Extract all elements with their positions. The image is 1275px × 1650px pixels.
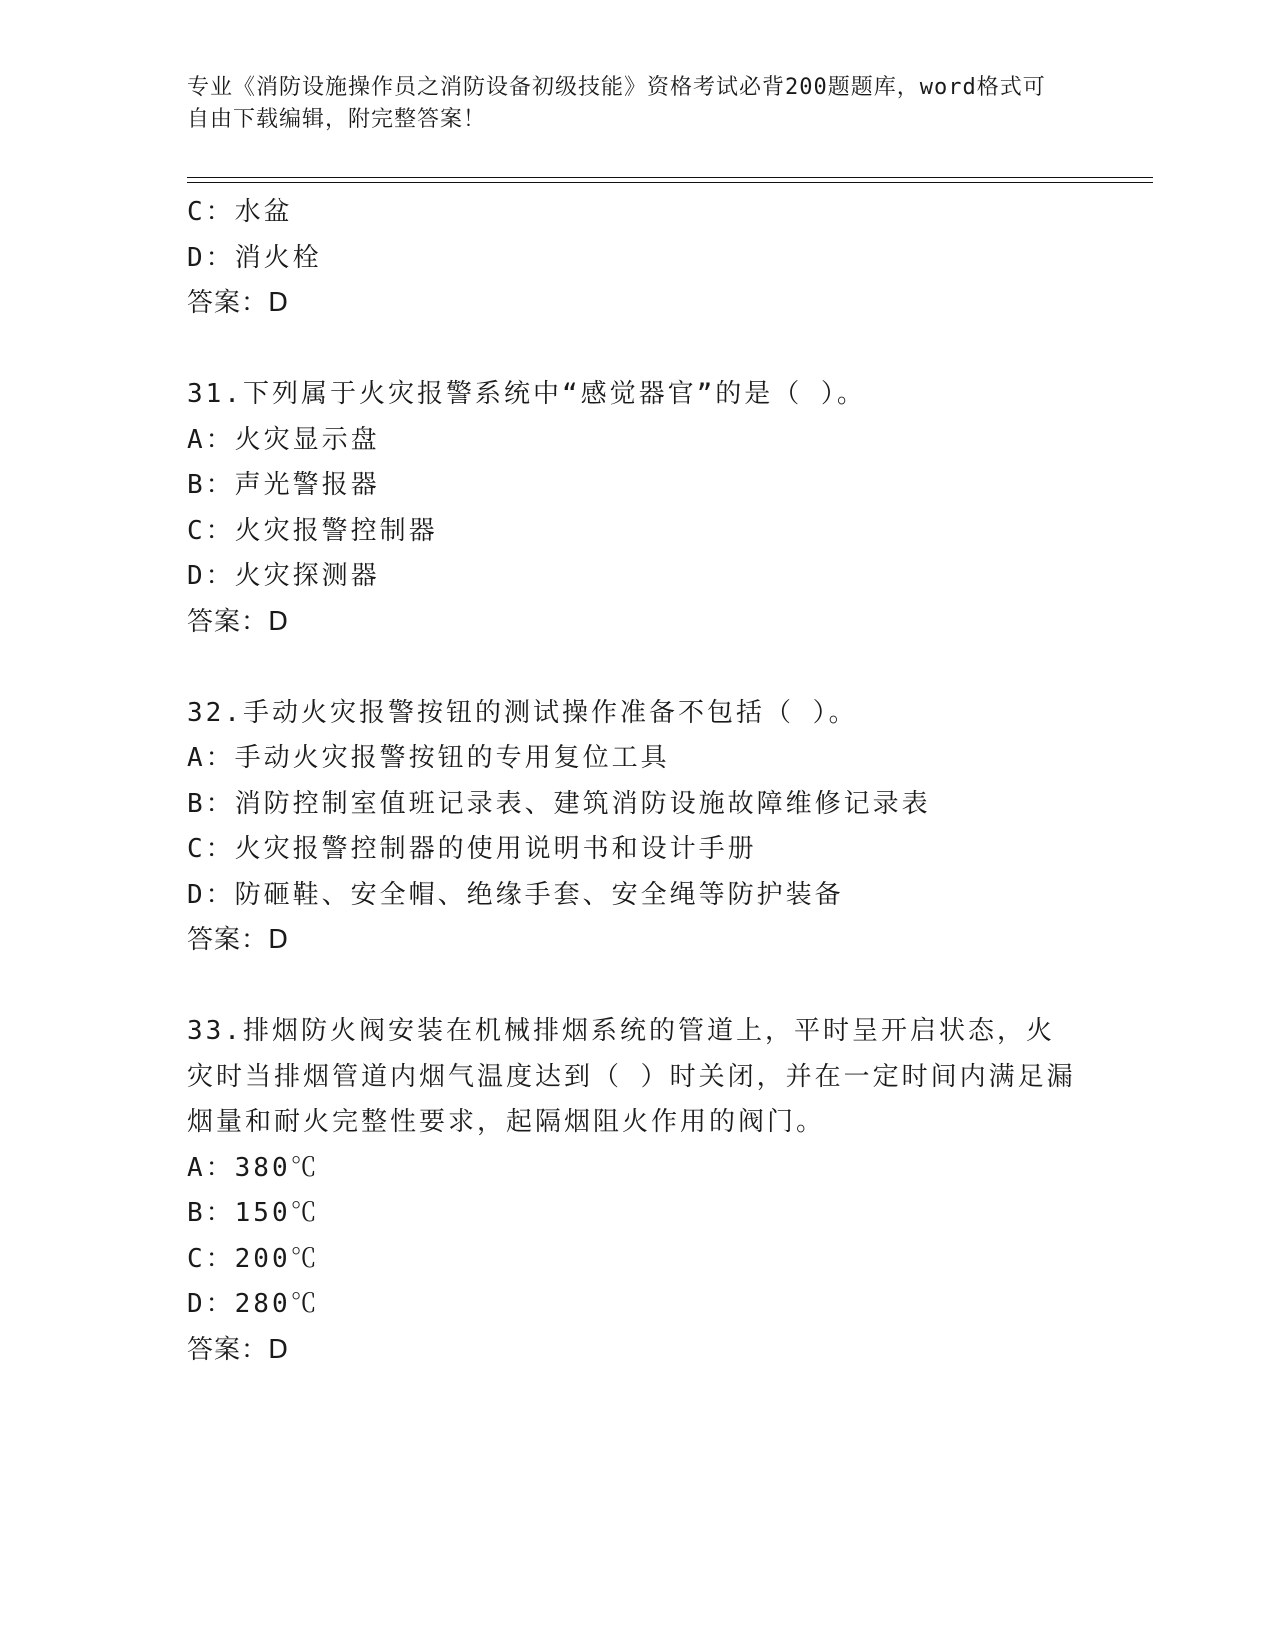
option-label: D：	[187, 1289, 235, 1319]
option-c	[187, 509, 1087, 555]
option-d	[187, 554, 1087, 600]
option-text: 水盆	[234, 197, 293, 227]
option-b	[187, 1191, 1087, 1237]
option-text: 火灾报警控制器	[234, 515, 438, 546]
option-label: C：	[187, 834, 235, 864]
option-d	[187, 873, 1087, 919]
option-text: 150℃	[234, 1198, 320, 1228]
answer-line: 答案：D	[187, 1334, 290, 1365]
option-text: 火灾报警控制器的使用说明书和设计手册	[234, 834, 757, 864]
option-text: 防砸鞋、安全帽、绝缘手套、安全绳等防护装备	[234, 879, 844, 910]
option-text: 火灾显示盘	[234, 424, 380, 455]
option-label: A：	[187, 1152, 235, 1183]
option-text: 380℃	[234, 1152, 320, 1183]
spacer	[187, 645, 1087, 691]
option-label: B：	[187, 1198, 235, 1228]
answer-line: 答案：D	[187, 925, 290, 955]
option-label: C：	[187, 515, 235, 546]
question-32	[187, 691, 1087, 964]
answer-line: 答案：D	[187, 606, 290, 637]
option-d	[187, 1282, 1087, 1328]
option-text: 280℃	[234, 1289, 320, 1319]
option-label: B：	[187, 470, 235, 500]
option-c	[187, 190, 1087, 236]
option-b	[187, 782, 1087, 828]
question-list	[187, 190, 1087, 1373]
option-d	[187, 236, 1087, 282]
spacer	[187, 327, 1087, 373]
question-stem: 33.排烟防火阀安装在机械排烟系统的管道上，平时呈开启状态，火灾时当排烟管道内烟气温度达到（ ）时关闭，并在一定时间内满足漏烟量和耐火完整性要求，起隔烟阻火作用的阀门。	[187, 1016, 1076, 1137]
option-label: A：	[187, 424, 235, 455]
option-label: D：	[187, 242, 235, 273]
option-text: 消防控制室值班记录表、建筑消防设施故障维修记录表	[234, 788, 931, 819]
answer-line: 答案：D	[187, 288, 290, 318]
option-text: 声光警报器	[234, 470, 380, 500]
option-c	[187, 827, 1087, 873]
option-b	[187, 463, 1087, 509]
option-a	[187, 1146, 1087, 1192]
option-a	[187, 736, 1087, 782]
option-text: 消火栓	[234, 242, 322, 273]
option-c	[187, 1237, 1087, 1283]
question-stem: 32.手动火灾报警按钮的测试操作准备不包括（ ）。	[187, 697, 858, 728]
question-30-continued	[187, 190, 1087, 327]
option-label: D：	[187, 879, 235, 910]
spacer	[187, 964, 1087, 1010]
option-label: B：	[187, 788, 235, 819]
option-a	[187, 418, 1087, 464]
option-label: C：	[187, 1243, 235, 1274]
option-label: C：	[187, 197, 235, 227]
option-label: A：	[187, 743, 235, 773]
option-text: 200℃	[234, 1243, 320, 1274]
header-divider-top	[187, 177, 1153, 178]
header-divider-bottom	[187, 182, 1153, 183]
option-text: 火灾探测器	[234, 561, 380, 591]
option-label: D：	[187, 561, 235, 591]
question-33	[187, 1009, 1087, 1373]
option-text: 手动火灾报警按钮的专用复位工具	[234, 743, 670, 773]
question-stem: 31.下列属于火灾报警系统中“感觉器官”的是（ ）。	[187, 379, 866, 409]
document-header: 专业《消防设施操作员之消防设备初级技能》资格考试必背200题题库，word格式可自由下载编辑，附完整答案！	[187, 75, 1046, 132]
question-31	[187, 372, 1087, 645]
